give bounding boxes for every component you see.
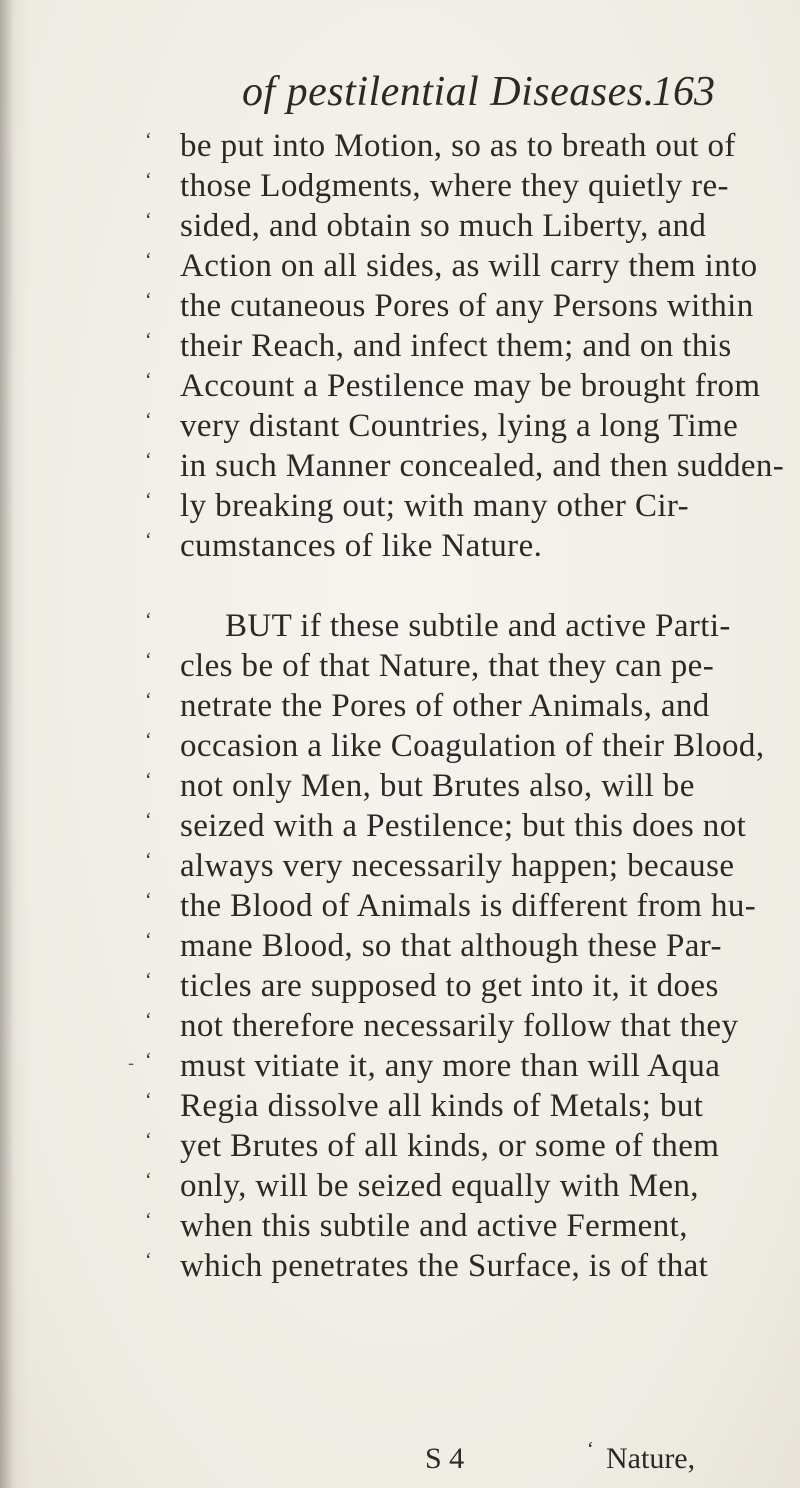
quote-mark: ‘: [144, 1129, 151, 1151]
text-line: [0, 126, 800, 166]
line-text: very distant Countries, lying a long Time: [180, 408, 739, 444]
quote-mark: ‘: [144, 1009, 151, 1031]
text-line: [0, 646, 800, 686]
quote-mark: ‘: [144, 169, 151, 191]
text-line: [0, 1086, 800, 1126]
line-text: in such Manner concealed, and then sudden-: [180, 448, 785, 484]
quote-mark: ‘: [144, 969, 151, 991]
line-text: always very necessarily happen; because: [180, 848, 735, 884]
quote-mark: ‘: [144, 289, 151, 311]
quote-mark: ‘: [586, 1438, 593, 1460]
line-text: must vitiate it, any more than will Aqua: [180, 1048, 721, 1084]
text-line: [0, 206, 800, 246]
text-line: [0, 326, 800, 366]
line-text: occasion a like Coagulation of their Blood,: [180, 728, 765, 764]
line-text: cles be of that Nature, that they can pe-: [180, 648, 715, 684]
text-line: [0, 286, 800, 326]
quote-mark: ‘: [144, 1049, 151, 1071]
quote-mark: ‘: [144, 769, 151, 791]
paragraph-start-line: [0, 606, 800, 646]
line-text: their Reach, and infect them; and on this: [180, 328, 732, 364]
line-text: the Blood of Animals is different from hu-: [180, 888, 757, 924]
line-text: which penetrates the Surface, is of that: [180, 1248, 709, 1284]
text-line: [0, 406, 800, 446]
page-number: 163: [652, 69, 715, 115]
line-text: BUT if these subtile and active Parti-: [225, 608, 731, 644]
text-line: [0, 1046, 800, 1086]
line-text: seized with a Pestilence; but this does not: [180, 808, 747, 844]
line-text: netrate the Pores of other Animals, and: [180, 688, 710, 724]
quote-mark: ‘: [144, 409, 151, 431]
line-text: when this subtile and active Ferment,: [180, 1208, 688, 1244]
text-line: [0, 526, 800, 566]
quote-mark: ‘: [144, 249, 151, 271]
quote-mark: ‘: [144, 729, 151, 751]
text-line: [0, 1006, 800, 1046]
quote-mark: ‘: [144, 929, 151, 951]
text-line: [0, 686, 800, 726]
quote-mark: ‘: [144, 849, 151, 871]
text-line: [0, 486, 800, 526]
line-text: cumstances of like Nature.: [180, 528, 543, 564]
quote-mark: ‘: [144, 649, 151, 671]
line-text: Account a Pestilence may be brought from: [180, 368, 761, 404]
signature-mark: S 4: [425, 1442, 465, 1475]
quote-mark: ‘: [144, 609, 151, 631]
line-text: not therefore necessarily follow that they: [180, 1008, 739, 1044]
quote-mark: ‘: [144, 1209, 151, 1231]
text-line: [0, 1126, 800, 1166]
text-line: [0, 966, 800, 1006]
quote-mark: ‘: [144, 809, 151, 831]
line-text: only, will be seized equally with Men,: [180, 1168, 699, 1204]
quote-mark: ‘: [144, 689, 151, 711]
text-line: [0, 726, 800, 766]
line-text: mane Blood, so that although these Par-: [180, 928, 722, 964]
text-line: [0, 366, 800, 406]
text-line: [0, 886, 800, 926]
quote-mark: ‘: [144, 529, 151, 551]
line-text: Regia dissolve all kinds of Metals; but: [180, 1088, 704, 1124]
quote-mark: ‘: [144, 1089, 151, 1111]
text-line: [0, 1206, 800, 1246]
line-text: those Lodgments, where they quietly re-: [180, 168, 729, 204]
line-text: yet Brutes of all kinds, or some of them: [180, 1128, 720, 1164]
quote-mark: ‘: [144, 1169, 151, 1191]
line-text: be put into Motion, so as to breath out of: [180, 128, 736, 164]
quote-mark: ‘: [144, 209, 151, 231]
text-line: [0, 766, 800, 806]
line-text: sided, and obtain so much Liberty, and: [180, 208, 707, 244]
text-line: [0, 446, 800, 486]
body-text: [0, 126, 800, 1286]
text-line: [0, 1166, 800, 1206]
catchline: [0, 1438, 800, 1482]
text-line: [0, 926, 800, 966]
quote-mark: ‘: [144, 369, 151, 391]
line-text: ticles are supposed to get into it, it does: [180, 968, 719, 1004]
quote-mark: ‘: [144, 889, 151, 911]
text-line: [0, 846, 800, 886]
text-line: [0, 166, 800, 206]
quote-mark: ‘: [144, 1249, 151, 1271]
quote-mark: ‘: [144, 489, 151, 511]
line-text: Action on all sides, as will carry them into: [180, 248, 758, 284]
text-line: [0, 246, 800, 286]
text-line: [0, 1246, 800, 1286]
quote-mark: ‘: [144, 129, 151, 151]
quote-mark: ‘: [144, 449, 151, 471]
quote-mark: ‘: [144, 329, 151, 351]
line-text: the cutaneous Pores of any Persons within: [180, 288, 754, 324]
line-text: not only Men, but Brutes also, will be: [180, 768, 695, 804]
running-head: of pestilential Diseases.: [242, 69, 655, 115]
margin-stray-mark: -: [128, 1053, 135, 1074]
text-line: [0, 806, 800, 846]
page-header: [0, 62, 800, 122]
line-text: ly breaking out; with many other Cir-: [180, 488, 690, 524]
catchword: Nature,: [606, 1442, 696, 1475]
